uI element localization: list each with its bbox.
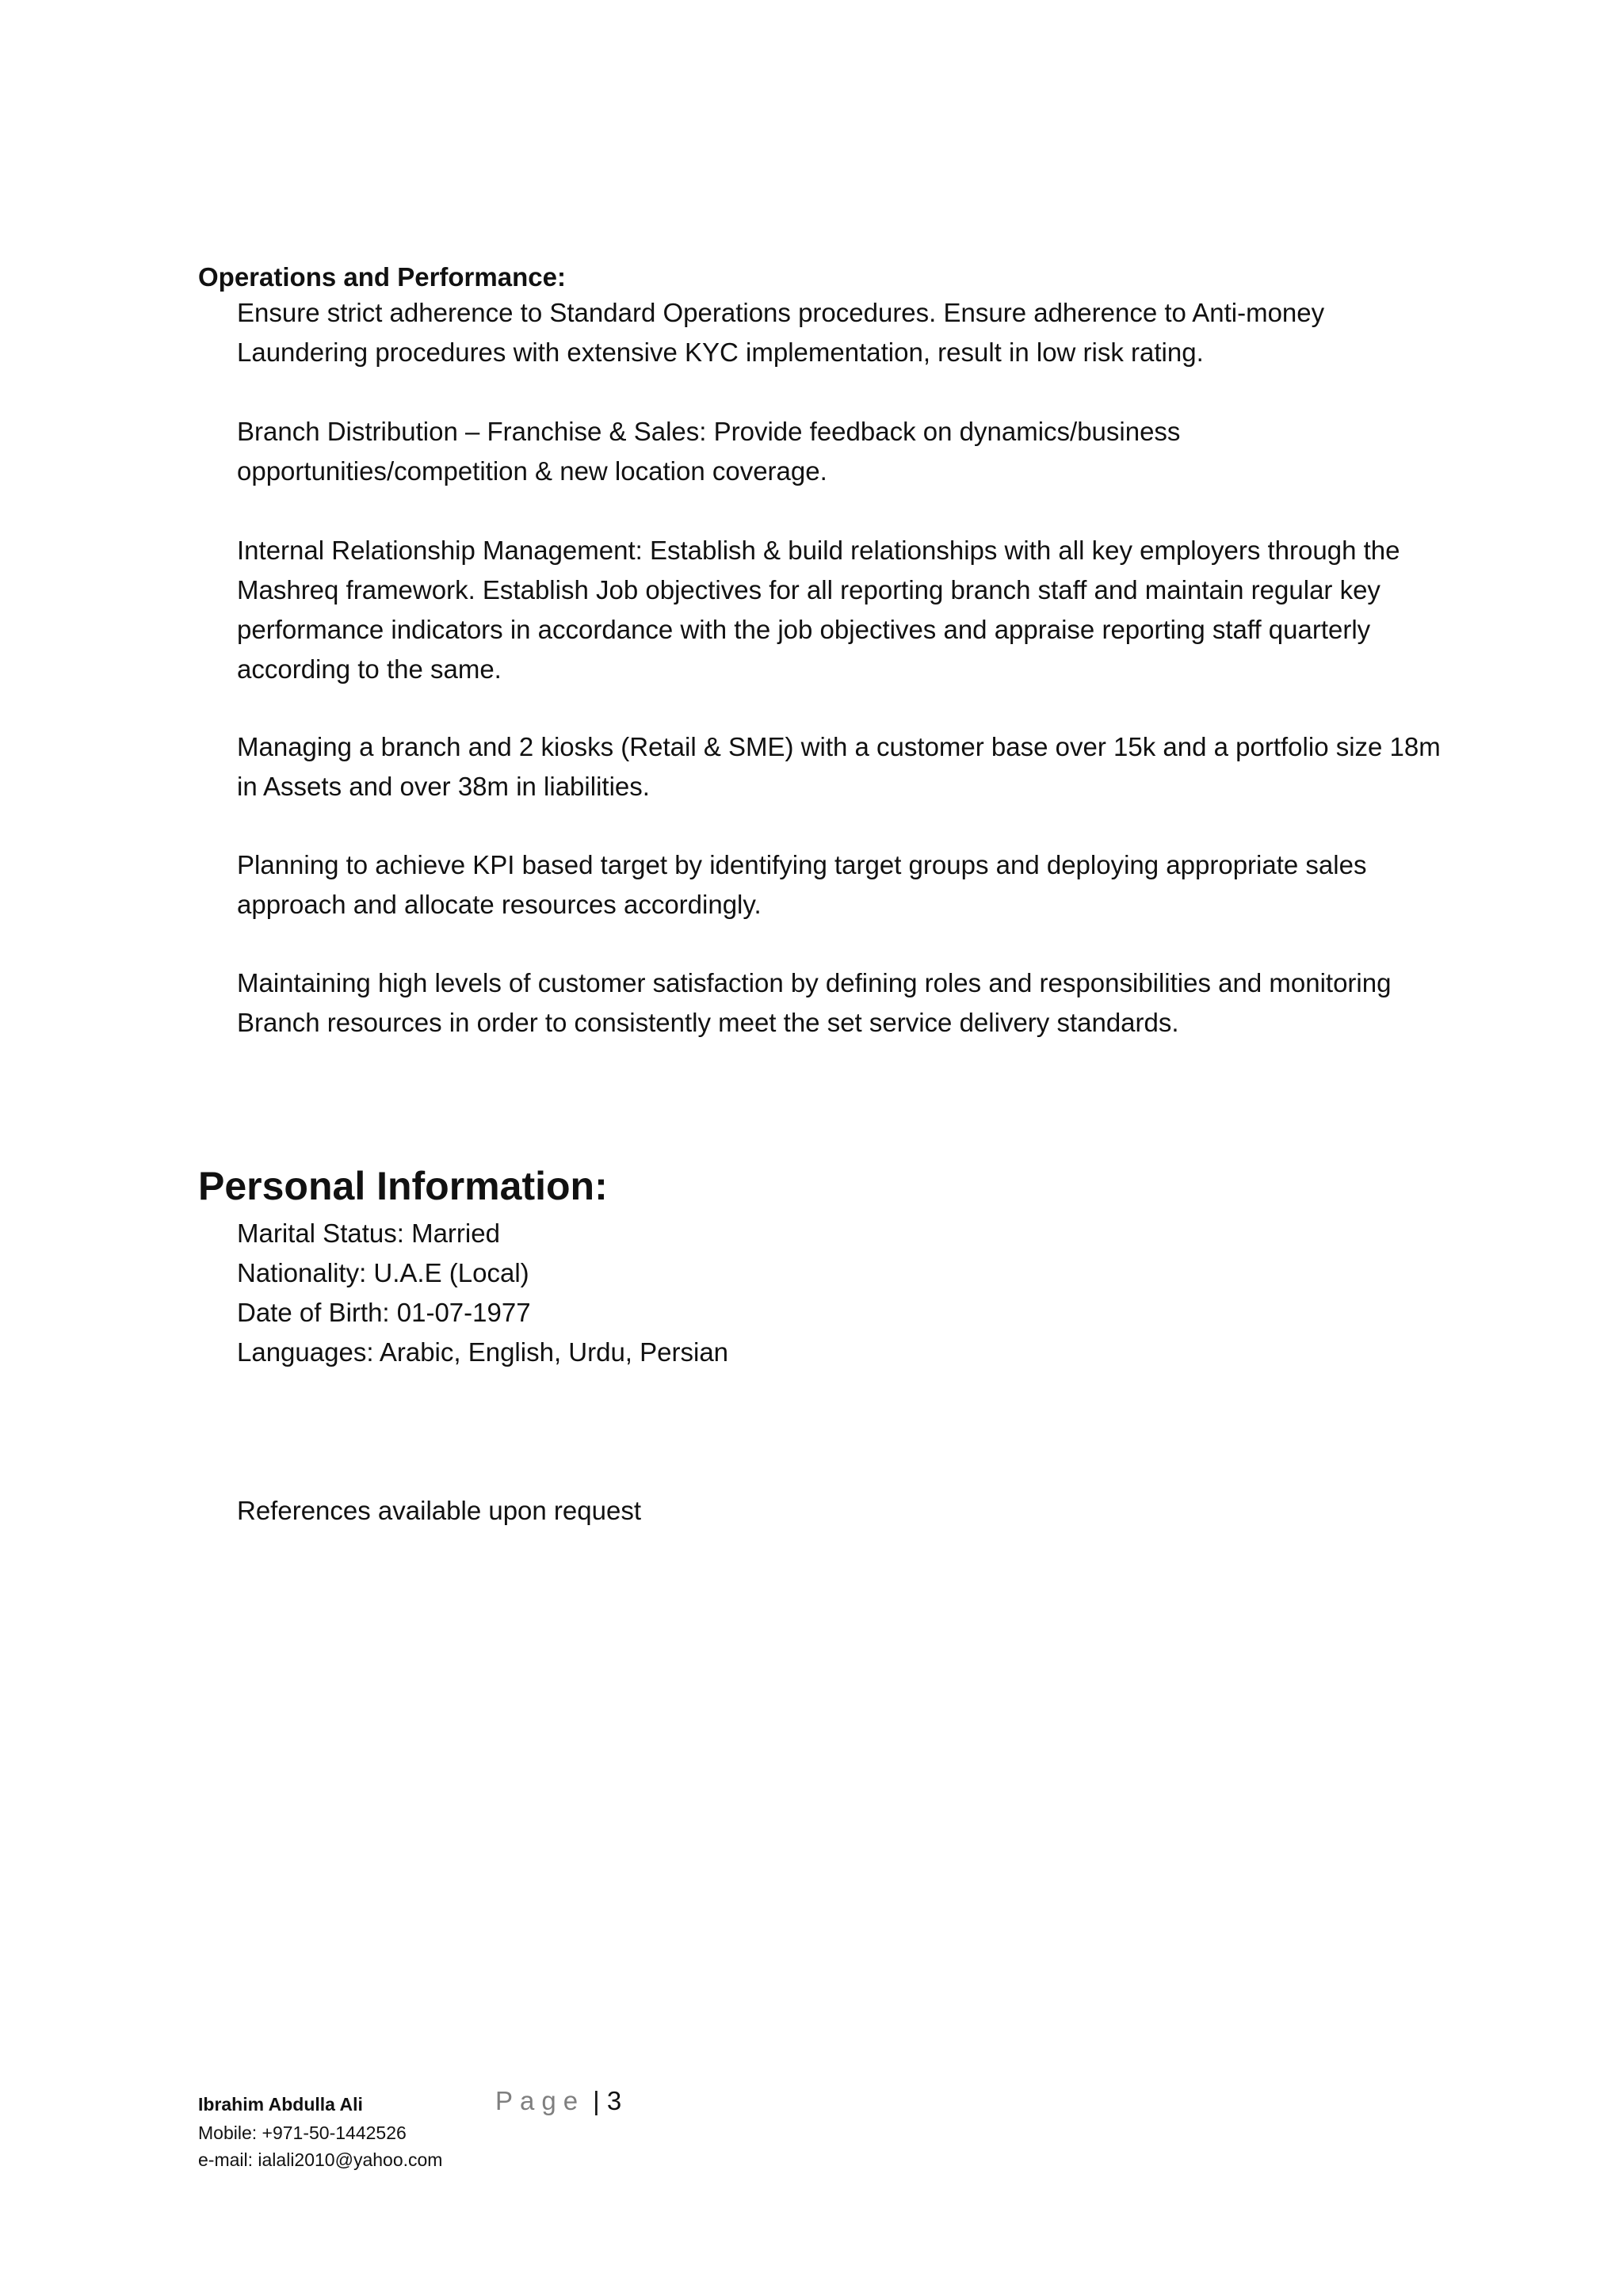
operations-paragraph-1: Ensure strict adherence to Standard Operations procedures. Ensure adherence to Anti-money Laundering procedures with extensive KYC implementation, result in low risk rating. xyxy=(237,298,1325,367)
operations-paragraph-6: Maintaining high levels of customer satisfaction by defining roles and responsibilities and monitoring Branch resources in order to consistently meet the set service delivery standards. xyxy=(237,968,1392,1037)
footer-mobile: Mobile: +971-50-1442526 xyxy=(198,2122,407,2143)
languages: Languages: Arabic, English, Urdu, Persian xyxy=(237,1337,729,1367)
date-of-birth: Date of Birth: 01-07-1977 xyxy=(237,1298,531,1327)
footer-name: Ibrahim Abdulla Ali xyxy=(198,2094,363,2115)
nationality: Nationality: U.A.E (Local) xyxy=(237,1258,529,1287)
marital-status: Marital Status: Married xyxy=(237,1219,500,1248)
page-number-value: 3 xyxy=(606,2086,622,2115)
operations-paragraph-5: Planning to achieve KPI based target by identifying target groups and deploying appropriate sales approach and allocate resources accordingly. xyxy=(237,850,1367,919)
operations-paragraph-2: Branch Distribution – Franchise & Sales: Provide feedback on dynamics/business opportunities/competition & new location coverage. xyxy=(237,417,1181,486)
operations-paragraph-4: Managing a branch and 2 kiosks (Retail & SME) with a customer base over 15k and a portfolio size 18m in Assets and over 38m in liabilities. xyxy=(237,732,1441,801)
references-note: References available upon request xyxy=(237,1496,642,1525)
operations-paragraph-3: Internal Relationship Management: Establish & build relationships with all key employers through the Mashreq framework. Establish Job objectives for all reporting branch staff and maintain regular key performance indicators in accordance with the job objectives and appraise reporting staff quarterly according to the same. xyxy=(237,536,1400,684)
operations-heading: Operations and Performance: xyxy=(198,262,566,292)
page-separator: | xyxy=(593,2086,600,2115)
personal-information-heading: Personal Information: xyxy=(198,1164,608,1208)
page-number xyxy=(495,2084,621,2119)
footer-email: e-mail: ialali2010@yahoo.com xyxy=(198,2149,443,2170)
page-label: Page xyxy=(495,2086,586,2115)
